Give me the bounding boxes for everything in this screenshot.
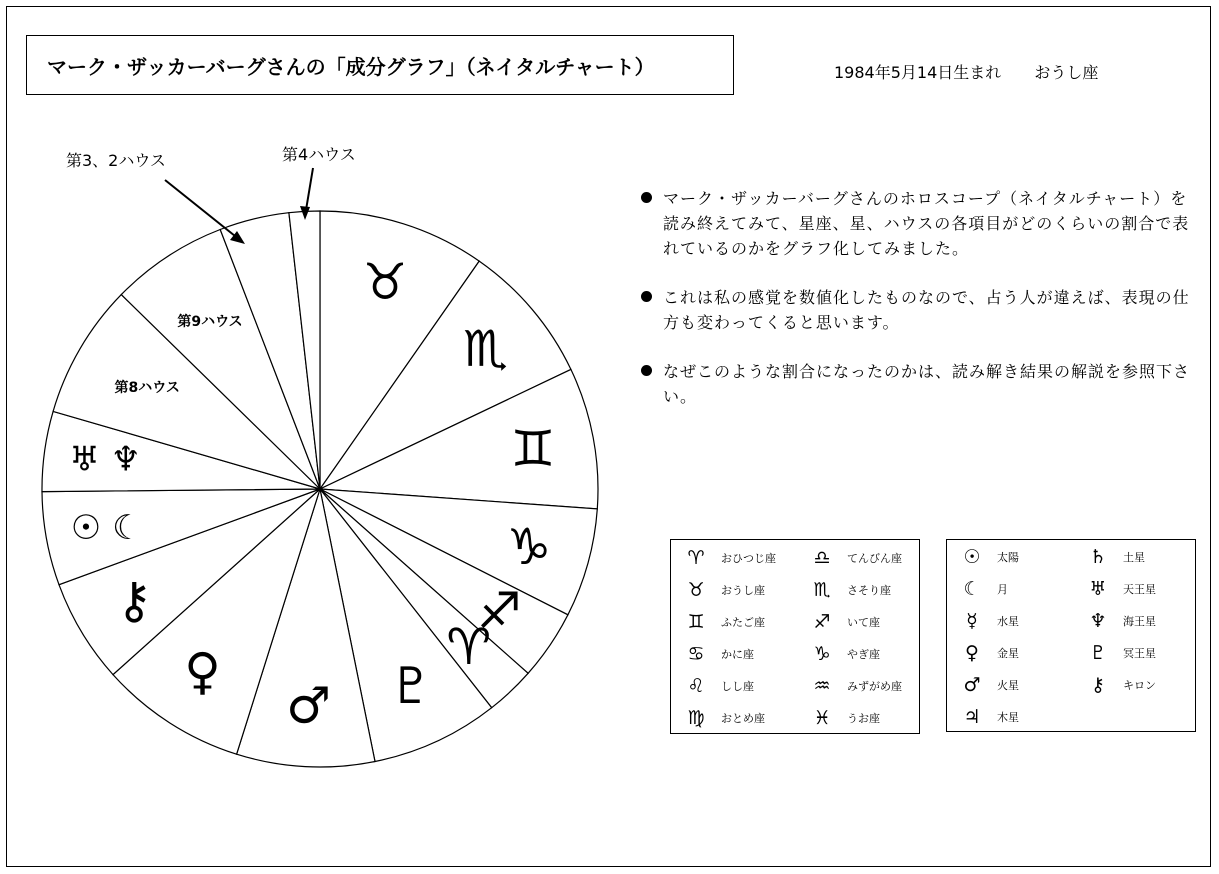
- sign-legend: [670, 539, 920, 734]
- moon-icon: ☾: [963, 578, 981, 600]
- legend-label: 海王星: [1123, 615, 1156, 628]
- legend-item: [957, 607, 1019, 635]
- callout-arrow-house-3-2: [165, 180, 240, 240]
- note-text: マーク・ザッカーバーグさんのホロスコープ（ネイタルチャート）を読み終えてみて、星座、星、ハウスの各項目がどのくらいの割合で表れているのかをグラフ化してみました。: [663, 189, 1190, 258]
- note-item: [638, 285, 1198, 335]
- legend-item: [1083, 575, 1156, 603]
- legend-item: [681, 640, 754, 668]
- legend-label: 火星: [997, 679, 1019, 692]
- scorpio-icon: ♏: [813, 579, 831, 601]
- legend-label: 土星: [1123, 551, 1145, 564]
- legend-label: いて座: [847, 616, 880, 629]
- legend-label: さそり座: [847, 584, 891, 597]
- gemini-icon: ♊: [687, 611, 705, 633]
- legend-label: てんびん座: [847, 552, 902, 565]
- bullet-dot-icon: [641, 291, 652, 302]
- legend-item: [681, 704, 765, 732]
- legend-item: [681, 544, 776, 572]
- legend-item: [1083, 607, 1156, 635]
- aries-icon: ♈: [687, 547, 705, 569]
- pisces-icon: ♓: [813, 707, 831, 729]
- legend-item: [1083, 543, 1145, 571]
- legend-label: 木星: [997, 711, 1019, 724]
- slice-label-chiron-icon: ⚷: [115, 571, 153, 630]
- slice-label-mars-icon: ♂: [286, 676, 331, 735]
- legend-label: 水星: [997, 615, 1019, 628]
- birth-info: [834, 60, 1098, 83]
- cancer-icon: ♋: [687, 643, 705, 665]
- slice-label-scorpio-icon: ♏: [462, 319, 508, 378]
- slice-label-sagittarius-icon: ♐: [476, 581, 522, 640]
- capricorn-icon: ♑: [813, 643, 831, 665]
- neptune-icon: ♆: [1089, 610, 1107, 632]
- legend-label: みずがめ座: [847, 680, 902, 693]
- legend-item: [807, 704, 880, 732]
- libra-icon: ♎: [813, 547, 831, 569]
- legend-item: [807, 640, 880, 668]
- sagittarius-icon: ♐: [813, 611, 831, 633]
- leo-icon: ♌: [687, 675, 705, 697]
- legend-label: 月: [997, 583, 1008, 596]
- pie-chart: [0, 0, 640, 800]
- sun-icon: ☉: [963, 546, 981, 568]
- bullet-dot-icon: [641, 192, 652, 203]
- legend-item: [681, 672, 754, 700]
- legend-label: うお座: [847, 712, 880, 725]
- slice-label-pluto-icon: ♇: [388, 656, 434, 715]
- legend-label: ふたご座: [721, 616, 765, 629]
- slice-label-taurus-icon: ♉: [362, 253, 408, 312]
- slice-label-aries-icon: ♈: [446, 617, 492, 676]
- slice-label-uranus-neptune-icon: ♅ ♆: [69, 439, 142, 480]
- legend-label: やぎ座: [847, 648, 880, 661]
- slice-label-sun-moon-icon: ☉ ☾: [70, 507, 143, 548]
- legend-item: [681, 608, 765, 636]
- legend-label: キロン: [1123, 679, 1156, 692]
- slice-label-house-9: 第9ハウス: [177, 313, 243, 330]
- note-text: これは私の感覚を数値化したものなので、占う人が違えば、表現の仕方も変わってくると思います。: [663, 288, 1190, 332]
- legend-item: [807, 608, 880, 636]
- legend-label: おうし座: [721, 584, 765, 597]
- legend-label: おひつじ座: [721, 552, 776, 565]
- slice-label-gemini-icon: ♊: [510, 419, 556, 478]
- taurus-icon: ♉: [687, 579, 705, 601]
- callout-label-house-4: 第4ハウス: [282, 145, 356, 164]
- note-text: なぜこのような割合になったのかは、読み解き結果の解説を参照下さい。: [663, 362, 1191, 406]
- uranus-icon: ♅: [1089, 578, 1107, 600]
- bullet-dot-icon: [641, 365, 652, 376]
- legend-item: [957, 639, 1019, 667]
- legend-label: 天王星: [1123, 583, 1156, 596]
- chiron-icon: ⚷: [1091, 674, 1105, 696]
- legend-label: 冥王星: [1123, 647, 1156, 660]
- slice-label-venus-icon: ♀: [184, 642, 221, 701]
- jupiter-icon: ♃: [963, 706, 981, 728]
- legend-item: [1083, 671, 1156, 699]
- legend-item: [957, 543, 1019, 571]
- pluto-icon: ♇: [1089, 642, 1107, 664]
- callout-label-house-3-2: 第3、2ハウス: [66, 151, 166, 170]
- legend-item: [957, 671, 1019, 699]
- legend-item: [1083, 639, 1156, 667]
- legend-item: [957, 703, 1019, 731]
- saturn-icon: ♄: [1089, 546, 1107, 568]
- legend-label: かに座: [721, 648, 754, 661]
- legend-label: 金星: [997, 647, 1019, 660]
- virgo-icon: ♍: [687, 707, 705, 729]
- legend-item: [957, 575, 1008, 603]
- slice-label-house-8: 第8ハウス: [114, 380, 180, 396]
- legend-item: [681, 576, 765, 604]
- title-text: マーク・ザッカーバーグさんの「成分グラフ」（ネイタルチャート）: [47, 54, 655, 79]
- venus-icon: ♀: [965, 642, 979, 664]
- mars-icon: ♂: [963, 674, 981, 696]
- legend-item: [807, 672, 902, 700]
- legend-item: [807, 544, 902, 572]
- legend-label: 太陽: [997, 551, 1019, 564]
- legend-item: [807, 576, 891, 604]
- birth-date: 1984年5月14日生まれ: [834, 63, 1002, 82]
- mercury-icon: ☿: [966, 610, 978, 632]
- sun-sign: おうし座: [1034, 63, 1099, 82]
- legend-label: おとめ座: [721, 712, 765, 725]
- aquarius-icon: ♒: [813, 675, 831, 697]
- notes-list: [638, 186, 1198, 433]
- note-item: [638, 359, 1198, 409]
- slice-label-capricorn-icon: ♑: [506, 518, 552, 576]
- planet-legend: [946, 539, 1196, 732]
- legend-label: しし座: [721, 680, 754, 693]
- note-item: [638, 186, 1198, 261]
